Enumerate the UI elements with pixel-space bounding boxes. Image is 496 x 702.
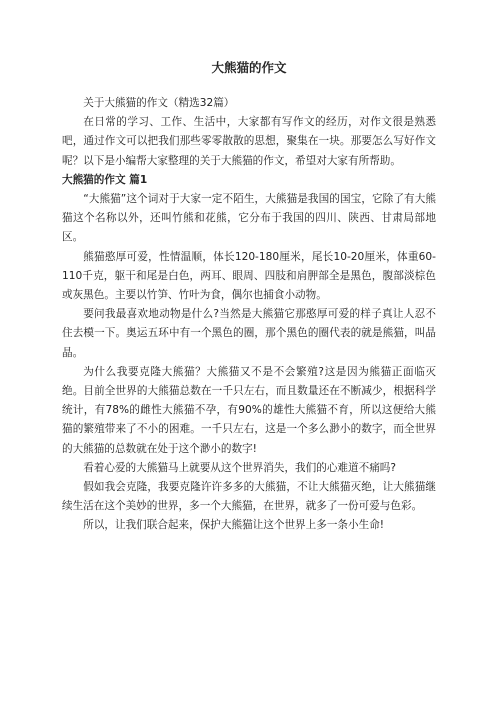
body-paragraph: 要问我最喜欢地动物是什么?当然是大熊猫它那憨厚可爱的样子真让人忍不住去模一下。奥运五环中有一个黑色的圈，那个黑色的圈代表的就是熊猫，叫晶晶。 bbox=[62, 308, 436, 359]
body-paragraph: 为什么我要克隆大熊猫？大熊猫又不是不会繁殖?这是因为熊猫正面临灭绝。目前全世界的大熊猫总数在一千只左右，而且数量还在不断减少，根据科学统计，有78%的雌性大熊猫不孕，有90%的雄性大熊猫不育，所以这便给大熊猫的繁殖带来了不小的困难。一千只左右，这是一个多么渺小的数字，而全世界的大熊猫的总数就在处于这个渺小的数字! bbox=[62, 365, 436, 455]
body-paragraph: 假如我会克隆，我要克隆许许多多的大熊猫，不让大熊猫灭绝，让大熊猫继续生活在这个美妙的世界，多一个大熊猫，在世界，就多了一份可爱与色彩。 bbox=[62, 481, 436, 513]
document-title: 大熊猫的作文 bbox=[211, 60, 287, 75]
body-paragraph: 看着心爱的大熊猫马上就要从这个世界消失，我们的心难道不痛吗? bbox=[83, 461, 397, 474]
document-body bbox=[62, 94, 436, 536]
body-paragraph: “大熊猫”这个词对于大家一定不陌生，大熊猫是我国的国宝，它除了有大熊猫这个名称以外，还叫竹熊和花熊，它分布于我国的四川、陕西、甘肃局部地区。 bbox=[62, 193, 436, 244]
subtitle-paragraph: 关于大熊猫的作文（精选32篇） bbox=[83, 97, 235, 109]
body-paragraph: 熊猫憨厚可爱，性情温顺，体长120-180厘米，尾长10-20厘米，体重60-110千克，躯干和尾是白色，两耳、眼周、四肢和肩胛部全是黑色，腹部淡棕色或灰黑色。主要以竹笋、竹叶为食，偶尔也捕食小动物。 bbox=[62, 250, 436, 302]
body-paragraph: 所以，让我们联合起来，保护大熊猫让这个世界上多一条小生命! bbox=[83, 519, 385, 532]
intro-paragraph: 在日常的学习、工作、生活中，大家都有写作文的经历，对作文很是熟悉吧，通过作文可以把我们那些零零散散的思想，聚集在一块。那要怎么写好作文呢？以下是小编帮大家整理的关于大熊猫的作文，希望对大家有所帮助。 bbox=[62, 116, 436, 167]
section-heading: 大熊猫的作文 篇1 bbox=[62, 173, 148, 186]
